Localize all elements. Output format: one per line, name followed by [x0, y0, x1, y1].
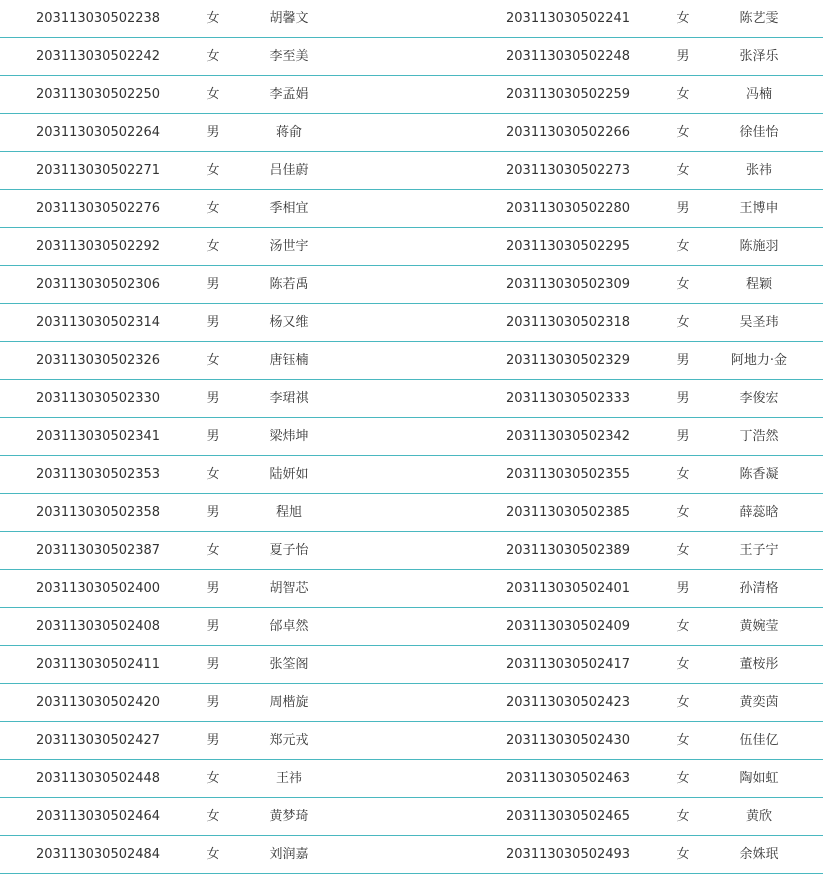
table-row	[0, 532, 823, 570]
student-name-right: 程颖	[745, 277, 772, 292]
student-id-right: 203113030502309	[506, 277, 631, 292]
student-sex-right: 女	[676, 619, 690, 634]
student-sex-left: 男	[206, 581, 220, 596]
student-sex-left: 女	[206, 239, 220, 254]
student-id-left: 203113030502420	[36, 695, 161, 710]
student-id-right: 203113030502333	[506, 391, 631, 406]
table-row	[0, 494, 823, 532]
student-sex-left: 女	[206, 809, 220, 824]
table-row	[0, 304, 823, 342]
student-sex-left: 男	[206, 277, 220, 292]
student-name-left: 陆妍如	[269, 467, 309, 482]
table-row	[0, 456, 823, 494]
student-id-right: 203113030502248	[506, 49, 631, 64]
student-id-right: 203113030502409	[506, 619, 631, 634]
student-id-left: 203113030502271	[36, 163, 161, 178]
student-name-left: 陈若禹	[269, 277, 309, 292]
student-name-left: 周楷旋	[269, 695, 309, 710]
student-id-left: 203113030502250	[36, 87, 161, 102]
student-name-right: 王博申	[739, 201, 779, 216]
table-row	[0, 114, 823, 152]
student-id-left: 203113030502484	[36, 847, 161, 862]
student-id-left: 203113030502411	[36, 657, 161, 672]
student-id-left: 203113030502358	[36, 505, 161, 520]
student-name-left: 李孟娟	[269, 87, 309, 102]
student-name-left: 张筌阁	[269, 657, 309, 672]
table-row	[0, 798, 823, 836]
student-name-right: 董桉彤	[739, 657, 779, 672]
student-sex-right: 男	[676, 391, 690, 406]
student-id-left: 203113030502242	[36, 49, 161, 64]
table-row	[0, 646, 823, 684]
student-id-left: 203113030502427	[36, 733, 161, 748]
table-row	[0, 342, 823, 380]
student-name-right: 黄奕茵	[739, 695, 779, 710]
student-name-left: 杨又维	[269, 315, 309, 330]
student-sex-left: 女	[206, 543, 220, 558]
student-sex-left: 女	[206, 467, 220, 482]
student-sex-left: 男	[206, 391, 220, 406]
student-name-left: 汤世宇	[269, 239, 309, 254]
student-id-right: 203113030502385	[506, 505, 631, 520]
student-name-right: 薛蕊晗	[739, 505, 779, 520]
student-name-left: 刘润嘉	[269, 847, 309, 862]
student-name-left: 夏子怡	[269, 543, 309, 558]
student-name-right: 张祎	[745, 163, 772, 178]
student-name-right: 伍佳亿	[739, 733, 779, 748]
student-name-left: 黄梦琦	[269, 809, 309, 824]
student-sex-left: 男	[206, 657, 220, 672]
student-id-right: 203113030502318	[506, 315, 631, 330]
student-id-right: 203113030502329	[506, 353, 631, 368]
student-name-right: 陶如虹	[739, 771, 779, 786]
student-name-left: 胡智芯	[269, 581, 309, 596]
student-id-right: 203113030502273	[506, 163, 631, 178]
student-name-right: 吴圣玮	[739, 315, 779, 330]
student-sex-right: 男	[676, 201, 690, 216]
student-name-left: 吕佳蔚	[269, 163, 309, 178]
student-sex-left: 男	[206, 315, 220, 330]
student-sex-right: 女	[676, 505, 690, 520]
student-id-left: 203113030502408	[36, 619, 161, 634]
student-id-left: 203113030502306	[36, 277, 161, 292]
student-sex-right: 女	[676, 733, 690, 748]
student-sex-right: 女	[676, 695, 690, 710]
student-name-right: 徐佳怡	[739, 125, 779, 140]
student-id-left: 203113030502292	[36, 239, 161, 254]
student-name-right: 陈香凝	[739, 467, 779, 482]
student-id-left: 203113030502330	[36, 391, 161, 406]
table-row	[0, 684, 823, 722]
student-id-right: 203113030502401	[506, 581, 631, 596]
student-sex-right: 女	[676, 11, 690, 26]
student-sex-left: 女	[206, 11, 220, 26]
table-row	[0, 836, 823, 874]
student-name-left: 李珺祺	[269, 391, 309, 406]
student-id-right: 203113030502463	[506, 771, 631, 786]
student-id-right: 203113030502465	[506, 809, 631, 824]
table-row	[0, 266, 823, 304]
table-row	[0, 760, 823, 798]
student-name-left: 李至美	[269, 49, 309, 64]
student-name-right: 阿地力·金	[730, 353, 788, 368]
student-id-right: 203113030502389	[506, 543, 631, 558]
student-name-left: 梁炜坤	[269, 429, 309, 444]
student-name-right: 丁浩然	[739, 429, 779, 444]
student-sex-left: 男	[206, 125, 220, 140]
student-sex-left: 女	[206, 163, 220, 178]
student-name-left: 程旭	[275, 505, 302, 520]
student-sex-right: 女	[676, 657, 690, 672]
student-sex-right: 女	[676, 771, 690, 786]
student-sex-left: 男	[206, 619, 220, 634]
student-sex-left: 女	[206, 771, 220, 786]
student-name-left: 郑元戎	[269, 733, 309, 748]
student-id-left: 203113030502400	[36, 581, 161, 596]
student-name-left: 胡馨文	[269, 11, 309, 26]
student-sex-right: 女	[676, 467, 690, 482]
table-row	[0, 190, 823, 228]
student-id-left: 203113030502448	[36, 771, 161, 786]
student-sex-left: 男	[206, 429, 220, 444]
student-id-right: 203113030502417	[506, 657, 631, 672]
student-id-right: 203113030502241	[506, 11, 631, 26]
table-row	[0, 380, 823, 418]
student-id-right: 203113030502266	[506, 125, 631, 140]
student-id-left: 203113030502326	[36, 353, 161, 368]
student-name-left: 王祎	[275, 771, 302, 786]
student-sex-left: 男	[206, 733, 220, 748]
student-sex-left: 女	[206, 353, 220, 368]
student-sex-right: 女	[676, 277, 690, 292]
student-sex-left: 男	[206, 695, 220, 710]
student-id-left: 203113030502264	[36, 125, 161, 140]
student-sex-left: 女	[206, 87, 220, 102]
student-sex-right: 女	[676, 543, 690, 558]
table-row	[0, 38, 823, 76]
table-row	[0, 76, 823, 114]
student-id-right: 203113030502295	[506, 239, 631, 254]
student-name-right: 孙清格	[739, 581, 779, 596]
student-id-left: 203113030502314	[36, 315, 161, 330]
student-sex-left: 男	[206, 505, 220, 520]
student-id-right: 203113030502430	[506, 733, 631, 748]
table-row	[0, 722, 823, 760]
table-row	[0, 0, 823, 38]
student-sex-right: 女	[676, 125, 690, 140]
student-name-left: 季相宜	[269, 201, 309, 216]
student-id-left: 203113030502353	[36, 467, 161, 482]
student-id-right: 203113030502342	[506, 429, 631, 444]
student-id-left: 203113030502238	[36, 11, 161, 26]
student-name-right: 王子宁	[739, 543, 779, 558]
student-id-right: 203113030502259	[506, 87, 631, 102]
student-name-left: 蒋俞	[275, 125, 302, 140]
student-name-right: 黄欣	[745, 809, 772, 824]
student-sex-right: 女	[676, 315, 690, 330]
student-name-right: 黄婉莹	[739, 619, 779, 634]
student-sex-left: 女	[206, 49, 220, 64]
student-id-right: 203113030502355	[506, 467, 631, 482]
table-row	[0, 152, 823, 190]
student-id-left: 203113030502387	[36, 543, 161, 558]
student-id-right: 203113030502280	[506, 201, 631, 216]
student-name-right: 陈艺雯	[739, 11, 779, 26]
table-row	[0, 228, 823, 266]
student-name-right: 李俊宏	[739, 391, 779, 406]
student-name-right: 冯楠	[745, 87, 772, 102]
student-sex-right: 男	[676, 353, 690, 368]
student-sex-left: 女	[206, 847, 220, 862]
table-row	[0, 418, 823, 456]
student-id-left: 203113030502341	[36, 429, 161, 444]
student-id-right: 203113030502423	[506, 695, 631, 710]
student-id-left: 203113030502276	[36, 201, 161, 216]
student-sex-right: 男	[676, 581, 690, 596]
student-name-left: 邰卓然	[269, 619, 309, 634]
student-sex-right: 男	[676, 429, 690, 444]
student-sex-right: 女	[676, 87, 690, 102]
student-name-right: 余姝珉	[739, 847, 779, 862]
student-sex-right: 女	[676, 847, 690, 862]
student-sex-right: 男	[676, 49, 690, 64]
student-sex-right: 女	[676, 809, 690, 824]
student-id-right: 203113030502493	[506, 847, 631, 862]
student-name-right: 陈施羽	[739, 239, 779, 254]
student-sex-right: 女	[676, 239, 690, 254]
student-sex-left: 女	[206, 201, 220, 216]
student-sex-right: 女	[676, 163, 690, 178]
table-row	[0, 570, 823, 608]
student-id-left: 203113030502464	[36, 809, 161, 824]
table-row	[0, 608, 823, 646]
student-name-left: 唐钰楠	[269, 353, 309, 368]
student-name-right: 张泽乐	[739, 49, 779, 64]
